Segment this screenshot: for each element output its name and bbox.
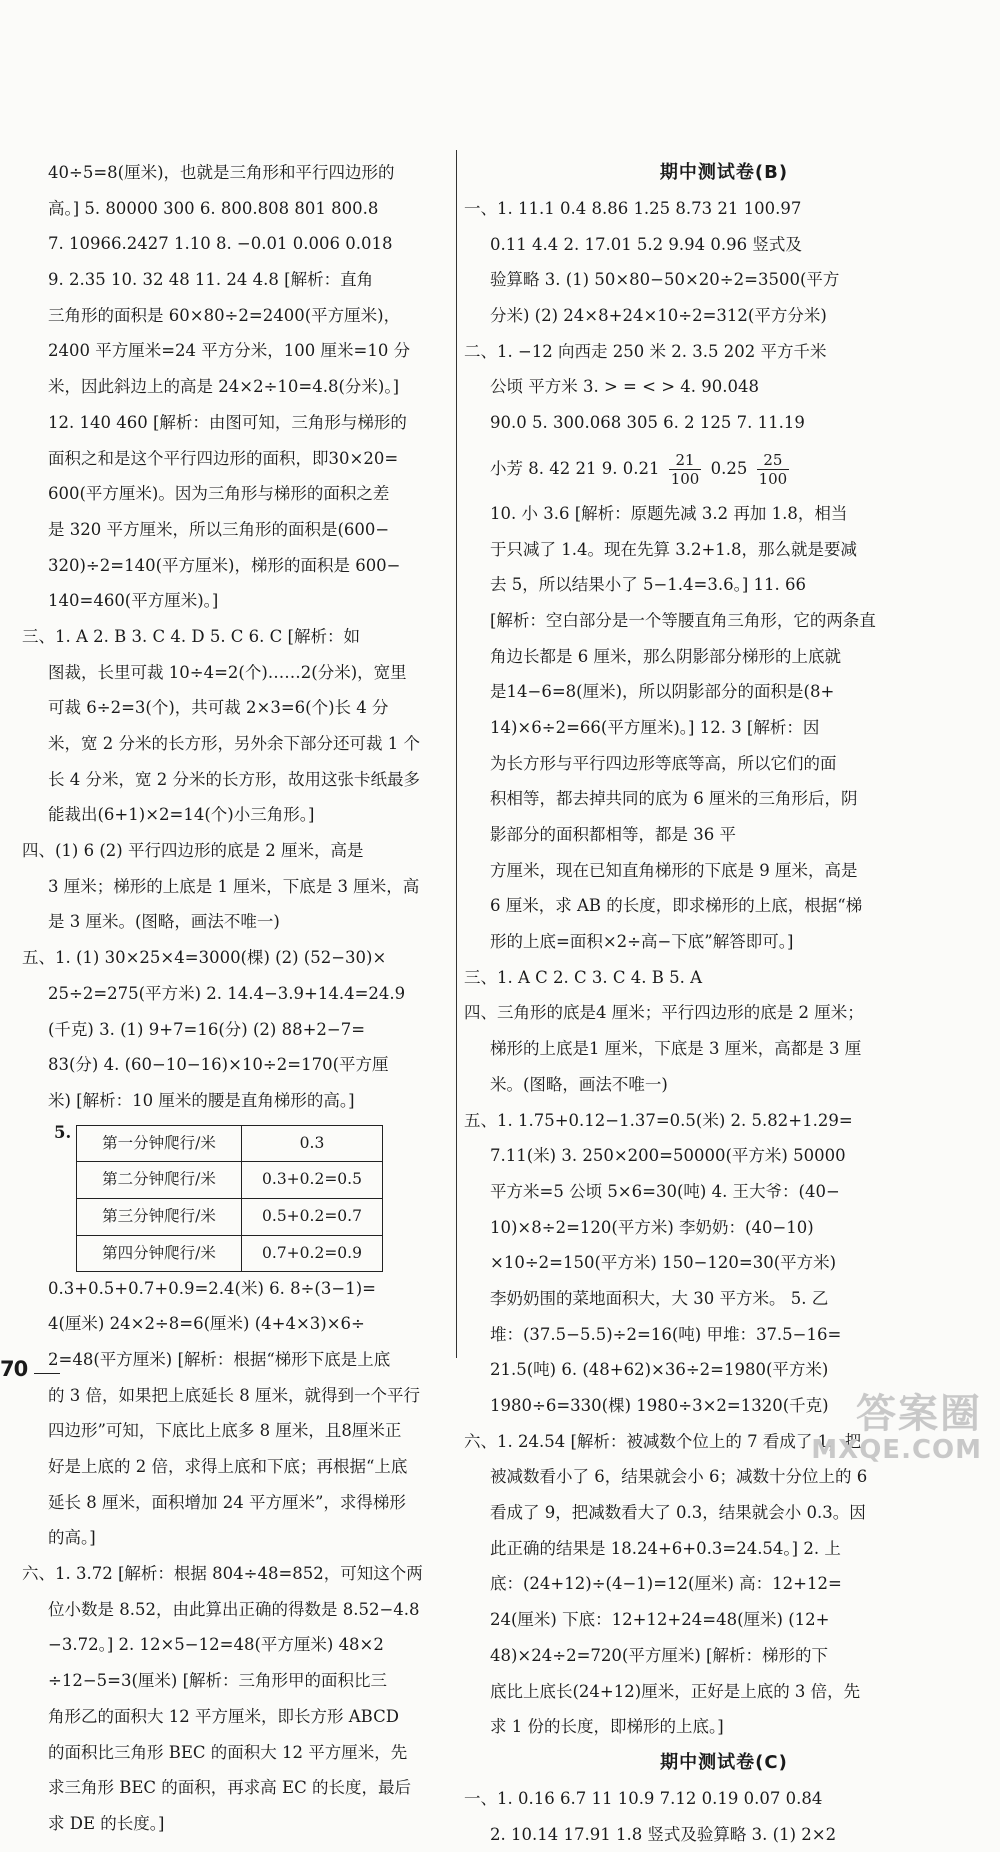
text-line: 四边形”可知，下底比上底多 8 厘米，且8厘米正	[48, 1421, 402, 1441]
text-line: 堆：(37.5−5.5)÷2=16(吨) 甲堆：37.5−16=	[490, 1324, 842, 1344]
text-line: 可裁 6÷2=3(个)，共可裁 2×3=6(个)长 4 分	[48, 698, 389, 718]
text-line: 25÷2=275(平方米) 2. 14.4−3.9+14.4=24.9	[48, 983, 406, 1003]
text-line: 米) [解析：10 厘米的腰是直角梯形的高。]	[48, 1090, 355, 1110]
text-line: 底：(24+12)÷(4−1)=12(厘米) 高：12+12=	[490, 1574, 842, 1594]
table-block	[22, 1119, 450, 1271]
table-cell-label: 第四分钟爬行/米	[77, 1235, 242, 1272]
table-row	[77, 1235, 383, 1272]
climbing-table	[76, 1125, 383, 1273]
text-line: 4(厘米) 24×2÷8=6(厘米) (4+4×3)×6÷	[48, 1314, 365, 1334]
text-line: 米，因此斜边上的高是 24×2÷10=4.8(分米)。]	[48, 377, 400, 397]
fraction-denominator: 100	[758, 469, 788, 488]
text-line: 7. 10966.2427 1.10 8. −0.01 0.006 0.018	[48, 234, 393, 254]
text-line: 320)÷2=140(平方厘米)，梯形的面积是 600−	[48, 555, 401, 575]
right-column	[464, 155, 984, 1852]
text-line: 去 5，所以结果小了 5−1.4=3.6。] 11. 66	[490, 575, 807, 595]
text-line: 6 厘米，求 AB 的长度，即求梯形的上底，根据“梯	[490, 896, 863, 916]
text-line: 二、1. −12 向西走 250 米 2. 3.5 202 平方千米	[464, 341, 827, 361]
table-cell-value: 0.7+0.2=0.9	[242, 1235, 383, 1272]
text-line: 一、1. 11.1 0.4 8.86 1.25 8.73 21 100.97	[464, 199, 802, 218]
text-line: 21.5(吨) 6. (48+62)×36÷2=1980(平方米)	[490, 1360, 829, 1380]
text-line: 角形乙的面积大 12 平方厘米，即长方形 ABCD	[48, 1706, 399, 1726]
text-line: 9. 2.35 10. 32 48 11. 24 4.8 [解析：直角	[48, 270, 374, 290]
text-line: 14)×6÷2=66(平方厘米)。] 12. 3 [解析：因	[490, 717, 820, 737]
text-line: 积相等，都去掉共同的底为 6 厘米的三角形后，阴	[490, 789, 858, 809]
text-line: 米，宽 2 分米的长方形，另外余下部分还可裁 1 个	[48, 734, 420, 753]
text-line: 的高。]	[48, 1528, 96, 1548]
text-line: ×10÷2=150(平方米) 150−120=30(平方米)	[490, 1253, 837, 1273]
text-line: 求 1 份的长度，即梯形的上底。]	[490, 1717, 724, 1737]
fraction-numerator: 25	[757, 451, 790, 470]
text-line: 0.11 4.4 2. 17.01 5.2 9.94 0.96 竖式及	[490, 234, 802, 254]
text-line: 分米) (2) 24×8+24×10÷2=312(平方分米)	[490, 306, 827, 326]
text-line: 是 3 厘米。(图略，画法不唯一)	[48, 912, 280, 932]
table-cell-value: 0.3+0.2=0.5	[242, 1162, 383, 1199]
text-line: 五、1. 1.75+0.12−1.37=0.5(米) 2. 5.82+1.29=	[464, 1110, 853, 1130]
text-line: 此正确的结果是 18.24+6+0.3=24.54。] 2. 上	[490, 1538, 841, 1558]
text-line: 2. 10.14 17.91 1.8 竖式及验算略 3. (1) 2×2	[490, 1824, 837, 1844]
table-cell-value: 0.3	[242, 1125, 383, 1162]
section-title-c: 期中测试卷(C)	[660, 1751, 788, 1773]
text-line: ÷12−5=3(厘米) [解析：三角形甲的面积比三	[48, 1671, 388, 1691]
text-line: 好是上底的 2 倍，求得上底和下底；再根据“上底	[48, 1457, 408, 1476]
fraction-denominator: 100	[670, 469, 700, 488]
text-line: 7.11(米) 3. 250×200=50000(平方米) 50000	[490, 1146, 846, 1166]
left-answer-block-1	[22, 155, 450, 1119]
text-line: 0.3+0.5+0.7+0.9=2.4(米) 6. 8÷(3−1)=	[48, 1278, 376, 1298]
fraction-line-prefix: 小芳 8. 42 21 9. 0.21	[490, 458, 660, 478]
text-line: 48)×24÷2=720(平方厘米) [解析：梯形的下	[490, 1645, 828, 1665]
text-line: −3.72。] 2. 12×5−12=48(平方厘米) 48×2	[48, 1635, 384, 1655]
text-line: 被减数看小了 6，结果就会小 6；减数十分位上的 6	[490, 1467, 868, 1487]
right-answer-block-3	[464, 1781, 984, 1852]
text-line: 的面积比三角形 BEC 的面积大 12 平方厘米，先	[48, 1742, 408, 1762]
text-line: 3 厘米；梯形的上底是 1 厘米，下底是 3 厘米，高	[48, 876, 420, 896]
text-line: 看成了 9，把减数看大了 0.3，结果就会小 0.3。因	[490, 1503, 866, 1523]
table-row	[77, 1162, 383, 1199]
text-line: 方厘米，现在已知直角梯形的下底是 9 厘米，高是	[490, 860, 858, 880]
text-line: 三角形的面积是 60×80÷2=2400(平方厘米)，	[48, 305, 401, 325]
text-line: 影部分的面积都相等，都是 36 平	[490, 825, 736, 844]
table-cell-label: 第二分钟爬行/米	[77, 1162, 242, 1199]
text-line: 图裁，长里可裁 10÷4=2(个)……2(分米)，宽里	[48, 662, 407, 682]
text-line: 24(厘米) 下底：12+12+24=48(厘米) (12+	[490, 1610, 830, 1630]
watermark-url: MXQE.COM	[811, 1435, 982, 1465]
text-line: 梯形的上底是1 厘米，下底是 3 厘米，高都是 3 厘	[490, 1039, 862, 1059]
section-title-b: 期中测试卷(B)	[659, 162, 789, 183]
text-line: 高。] 5. 80000 300 6. 800.808 801 800.8	[48, 198, 379, 218]
text-line: 于只减了 1.4。现在先算 3.2+1.8，那么就是要减	[490, 539, 858, 559]
text-line: 六、1. 3.72 [解析：根据 804÷48=852，可知这个两	[22, 1564, 423, 1584]
text-line: 米。(图略，画法不唯一)	[490, 1074, 668, 1094]
text-line: 2400 平方厘米=24 平方分米，100 厘米=10 分	[48, 341, 411, 361]
page-number-rule	[34, 1373, 60, 1374]
text-line: 是14−6=8(厘米)，所以阴影部分的面积是(8+	[490, 682, 835, 702]
fraction-25-100	[757, 451, 790, 488]
text-line: 公顷 平方米 3. > = < > 4. 90.048	[490, 377, 759, 397]
text-line: 一、1. 0.16 6.7 11 10.9 7.12 0.19 0.07 0.84	[464, 1788, 823, 1808]
text-line: 四、(1) 6 (2) 平行四边形的底是 2 厘米，高是	[22, 841, 364, 861]
text-line: 位小数是 8.52，由此算出正确的得数是 8.52−4.8	[48, 1599, 420, 1619]
text-line: 五、1. (1) 30×25×4=3000(棵) (2) (52−30)×	[22, 948, 387, 968]
fraction-line-mid: 0.25	[710, 458, 748, 478]
right-answer-block-1	[464, 191, 984, 441]
text-line: 验算略 3. (1) 50×80−50×20÷2=3500(平方	[490, 270, 840, 290]
text-line: 2=48(平方厘米) [解析：根据“梯形下底是上底	[48, 1349, 391, 1369]
text-line: 140=460(平方厘米)。]	[48, 591, 219, 611]
text-line: 40÷5=8(厘米)，也就是三角形和平行四边形的	[48, 163, 395, 182]
table-cell-value: 0.5+0.2=0.7	[242, 1198, 383, 1235]
text-line: (千克) 3. (1) 9+7=16(分) (2) 88+2−7=	[48, 1019, 366, 1039]
text-line: 能裁出(6+1)×2=14(个)小三角形。]	[48, 805, 315, 825]
table-cell-label: 第三分钟爬行/米	[77, 1198, 242, 1235]
text-line: 底比上底长(24+12)厘米，正好是上底的 3 倍，先	[490, 1681, 861, 1701]
text-line: 三、1. A 2. B 3. C 4. D 5. C 6. C [解析：如	[22, 626, 360, 646]
text-line: 平方米=5 公顷 5×6=30(吨) 4. 王大爷：(40−	[490, 1181, 840, 1201]
table-row	[77, 1125, 383, 1162]
text-line: [解析：空白部分是一个等腰直角三角形，它的两条直	[490, 610, 876, 630]
fraction-numerator: 21	[669, 451, 702, 470]
table-row	[77, 1198, 383, 1235]
text-line: 面积之和是这个平行四边形的面积，即30×20=	[48, 448, 399, 468]
text-line: 形的上底=面积×2÷高−下底”解答即可。]	[490, 932, 794, 952]
text-line: 的 3 倍，如果把上底延长 8 厘米，就得到一个平行	[48, 1385, 420, 1405]
text-line: 三、1. A C 2. C 3. C 4. B 5. A	[464, 967, 702, 987]
text-line: 90.0 5. 300.068 305 6. 2 125 7. 11.19	[490, 413, 805, 433]
text-line: 10)×8÷2=120(平方米) 李奶奶：(40−10)	[490, 1217, 814, 1237]
text-line: 1980÷6=330(棵) 1980÷3×2=1320(千克)	[490, 1396, 829, 1415]
text-line: 600(平方厘米)。因为三角形与梯形的面积之差	[48, 484, 390, 504]
text-line: 六、1. 24.54 [解析：被减数个位上的 7 看成了 1，把	[464, 1431, 862, 1451]
text-line: 角边长都是 6 厘米，那么阴影部分梯形的上底就	[490, 646, 841, 666]
table-question-number: 5.	[54, 1122, 72, 1142]
text-line: 长 4 分米，宽 2 分米的长方形，故用这张卡纸最多	[48, 769, 420, 789]
left-answer-block-2	[22, 1271, 450, 1842]
text-line: 李奶奶围的菜地面积大，大 30 平方米。 5. 乙	[490, 1288, 829, 1308]
text-line: 83(分) 4. (60−10−16)×10÷2=170(平方厘	[48, 1055, 389, 1075]
text-line: 四、三角形的底是4 厘米；平行四边形的底是 2 厘米；	[464, 1003, 864, 1023]
fraction-line	[464, 441, 984, 496]
text-line: 12. 140 460 [解析：由图可知，三角形与梯形的	[48, 412, 407, 432]
table-cell-label: 第一分钟爬行/米	[77, 1125, 242, 1162]
page-number: 70	[0, 1357, 28, 1381]
text-line: 10. 小 3.6 [解析：原题先减 3.2 再加 1.8，相当	[490, 503, 848, 523]
text-line: 求三角形 BEC 的面积，再求高 EC 的长度，最后	[48, 1778, 411, 1798]
text-line: 延长 8 厘米，面积增加 24 平方厘米”，求得梯形	[48, 1492, 406, 1512]
watermark-logo: 答案圈	[856, 1391, 982, 1437]
left-column	[22, 155, 450, 1842]
text-line: 为长方形与平行四边形等底等高，所以它们的面	[490, 753, 837, 773]
watermark	[811, 1392, 982, 1464]
text-line: 是 320 平方厘米，所以三角形的面积是(600−	[48, 519, 390, 539]
right-answer-block-2	[464, 496, 984, 1745]
fraction-21-100	[669, 451, 702, 488]
column-divider	[456, 150, 457, 1358]
text-line: 求 DE 的长度。]	[48, 1813, 165, 1833]
